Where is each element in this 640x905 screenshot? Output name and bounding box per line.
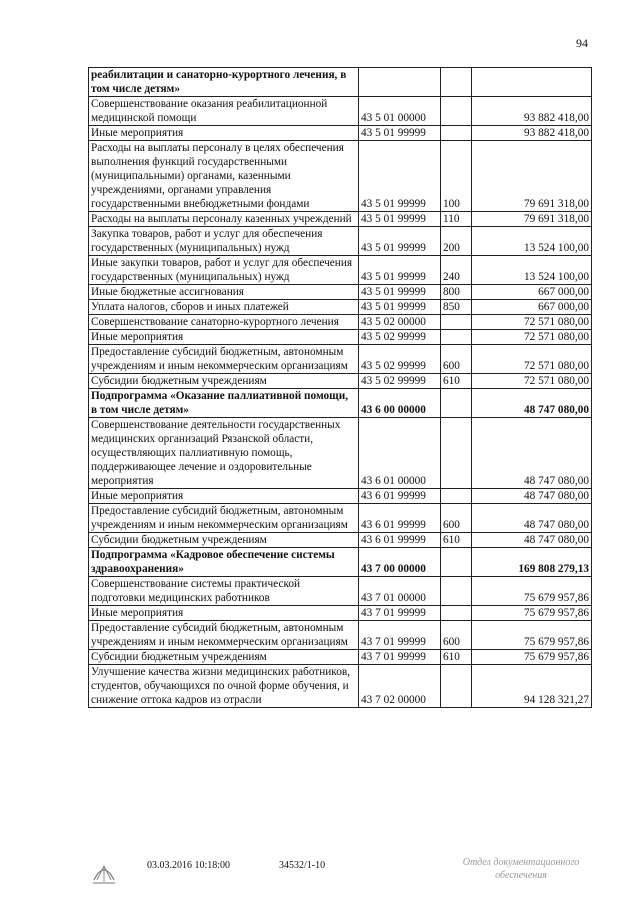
row-sum-cell: 75 679 957,86	[472, 606, 592, 621]
row-csr-cell: 43 5 02 99999	[359, 374, 441, 389]
row-sum-cell: 93 882 418,00	[472, 126, 592, 141]
row-name-cell: Иные мероприятия	[89, 606, 359, 621]
row-name-cell: Расходы на выплаты персоналу в целях обеспечения выполнения функций государственными (муниципальными) органами, казенными учреждениями, органами управления государственными внебюджетными фондами	[89, 141, 359, 212]
row-sum-cell: 75 679 957,86	[472, 621, 592, 650]
row-vr-cell	[441, 418, 472, 489]
table-row	[89, 489, 592, 504]
row-csr-cell: 43 5 01 99999	[359, 285, 441, 300]
row-sum-cell: 169 808 279,13	[472, 548, 592, 577]
row-vr-cell: 610	[441, 533, 472, 548]
row-csr-cell: 43 7 02 00000	[359, 665, 441, 708]
row-vr-cell	[441, 548, 472, 577]
table-row	[89, 504, 592, 533]
table-row	[89, 606, 592, 621]
row-vr-cell	[441, 665, 472, 708]
row-vr-cell	[441, 68, 472, 97]
table-row	[89, 418, 592, 489]
table-row	[89, 621, 592, 650]
row-sum-cell: 75 679 957,86	[472, 577, 592, 606]
budget-table	[88, 67, 592, 708]
row-csr-cell: 43 6 01 99999	[359, 489, 441, 504]
row-vr-cell: 610	[441, 374, 472, 389]
table-row	[89, 650, 592, 665]
row-csr-cell: 43 5 01 00000	[359, 97, 441, 126]
row-name-cell: Подпрограмма «Оказание паллиативной помощи, в том числе детям»	[89, 389, 359, 418]
table-row	[89, 315, 592, 330]
row-vr-cell	[441, 126, 472, 141]
row-vr-cell: 600	[441, 621, 472, 650]
footer-timestamp: 03.03.2016 10:18:00	[147, 860, 231, 871]
row-name-cell: Расходы на выплаты персоналу казенных учреждений	[89, 212, 359, 227]
row-vr-cell: 200	[441, 227, 472, 256]
row-vr-cell: 850	[441, 300, 472, 315]
row-csr-cell: 43 7 01 99999	[359, 621, 441, 650]
row-vr-cell: 110	[441, 212, 472, 227]
row-name-cell: Субсидии бюджетным учреждениям	[89, 650, 359, 665]
table-row	[89, 256, 592, 285]
row-sum-cell: 48 747 080,00	[472, 489, 592, 504]
row-csr-cell: 43 5 02 00000	[359, 315, 441, 330]
row-csr-cell	[359, 68, 441, 97]
row-sum-cell: 79 691 318,00	[472, 212, 592, 227]
row-name-cell: Иные мероприятия	[89, 489, 359, 504]
row-vr-cell	[441, 489, 472, 504]
table-row	[89, 374, 592, 389]
row-name-cell: Совершенствование санаторно-курортного лечения	[89, 315, 359, 330]
row-vr-cell	[441, 315, 472, 330]
table-row	[89, 330, 592, 345]
page-number: 94	[576, 36, 588, 50]
row-sum-cell: 72 571 080,00	[472, 330, 592, 345]
row-sum-cell: 79 691 318,00	[472, 141, 592, 212]
row-name-cell: Иные мероприятия	[89, 330, 359, 345]
row-name-cell: Иные бюджетные ассигнования	[89, 285, 359, 300]
row-csr-cell: 43 7 01 00000	[359, 577, 441, 606]
row-sum-cell: 13 524 100,00	[472, 256, 592, 285]
row-sum-cell: 48 747 080,00	[472, 389, 592, 418]
row-sum-cell: 13 524 100,00	[472, 227, 592, 256]
row-sum-cell: 94 128 321,27	[472, 665, 592, 708]
row-vr-cell: 240	[441, 256, 472, 285]
row-vr-cell	[441, 606, 472, 621]
row-csr-cell: 43 5 01 99999	[359, 141, 441, 212]
row-name-cell: Уплата налогов, сборов и иных платежей	[89, 300, 359, 315]
row-vr-cell: 800	[441, 285, 472, 300]
row-csr-cell: 43 5 01 99999	[359, 256, 441, 285]
row-name-cell: Иные мероприятия	[89, 126, 359, 141]
row-name-cell: Предоставление субсидий бюджетным, автономным учреждениям и иным некоммерческим организациям	[89, 621, 359, 650]
table-row	[89, 577, 592, 606]
row-vr-cell: 600	[441, 504, 472, 533]
row-sum-cell: 75 679 957,86	[472, 650, 592, 665]
row-name-cell: Субсидии бюджетным учреждениям	[89, 533, 359, 548]
row-csr-cell: 43 7 01 99999	[359, 606, 441, 621]
row-vr-cell	[441, 389, 472, 418]
footer	[0, 856, 640, 896]
row-name-cell: Совершенствование системы практической подготовки медицинских работников	[89, 577, 359, 606]
table-row	[89, 300, 592, 315]
row-sum-cell: 667 000,00	[472, 285, 592, 300]
row-sum-cell: 72 571 080,00	[472, 374, 592, 389]
row-name-cell: Совершенствование оказания реабилитационной медицинской помощи	[89, 97, 359, 126]
row-csr-cell: 43 5 02 99999	[359, 330, 441, 345]
row-name-cell: Иные закупки товаров, работ и услуг для обеспечения государственных (муниципальных) нужд	[89, 256, 359, 285]
coat-of-arms-logo	[88, 856, 120, 888]
row-csr-cell: 43 5 01 99999	[359, 126, 441, 141]
row-vr-cell: 100	[441, 141, 472, 212]
row-sum-cell: 48 747 080,00	[472, 533, 592, 548]
footer-doc-number: 34532/1-10	[279, 860, 326, 871]
row-vr-cell	[441, 97, 472, 126]
row-csr-cell: 43 5 02 99999	[359, 345, 441, 374]
footer-stamp: Отдел документационного обеспечения	[462, 857, 580, 881]
table-row	[89, 212, 592, 227]
row-name-cell: Совершенствование деятельности государственных медицинских организаций Рязанской области, осуществляющих паллиативную помощь, поддерживающее лечение и оздоровительные мероприятия	[89, 418, 359, 489]
row-csr-cell: 43 6 01 99999	[359, 533, 441, 548]
row-name-cell: Субсидии бюджетным учреждениям	[89, 374, 359, 389]
table-row	[89, 126, 592, 141]
row-vr-cell: 610	[441, 650, 472, 665]
row-name-cell: Улучшение качества жизни медицинских работников, студентов, обучающихся по очной форме обучения, и снижение оттока кадров из отрасли	[89, 665, 359, 708]
table-row	[89, 141, 592, 212]
table-row	[89, 389, 592, 418]
row-csr-cell: 43 7 00 00000	[359, 548, 441, 577]
row-sum-cell: 72 571 080,00	[472, 345, 592, 374]
row-csr-cell: 43 5 01 99999	[359, 212, 441, 227]
row-csr-cell: 43 5 01 99999	[359, 300, 441, 315]
row-csr-cell: 43 7 01 99999	[359, 650, 441, 665]
row-name-cell: Закупка товаров, работ и услуг для обеспечения государственных (муниципальных) нужд	[89, 227, 359, 256]
row-name-cell: Предоставление субсидий бюджетным, автономным учреждениям и иным некоммерческим организациям	[89, 345, 359, 374]
row-csr-cell: 43 6 01 99999	[359, 504, 441, 533]
table-row	[89, 665, 592, 708]
row-vr-cell	[441, 330, 472, 345]
table-row	[89, 533, 592, 548]
row-csr-cell: 43 5 01 99999	[359, 227, 441, 256]
table-row	[89, 227, 592, 256]
row-name-cell: Подпрограмма «Кадровое обеспечение системы здравоохранения»	[89, 548, 359, 577]
row-sum-cell: 72 571 080,00	[472, 315, 592, 330]
row-sum-cell: 93 882 418,00	[472, 97, 592, 126]
table-body	[89, 68, 592, 708]
table-row	[89, 345, 592, 374]
table-row	[89, 548, 592, 577]
row-sum-cell: 48 747 080,00	[472, 504, 592, 533]
row-sum-cell: 48 747 080,00	[472, 418, 592, 489]
row-name-cell: Предоставление субсидий бюджетным, автономным учреждениям и иным некоммерческим организациям	[89, 504, 359, 533]
row-sum-cell	[472, 68, 592, 97]
table-row	[89, 68, 592, 97]
row-sum-cell: 667 000,00	[472, 300, 592, 315]
row-csr-cell: 43 6 01 00000	[359, 418, 441, 489]
table-row	[89, 97, 592, 126]
table-row	[89, 285, 592, 300]
row-name-cell: реабилитации и санаторно-курортного лечения, в том числе детям»	[89, 68, 359, 97]
row-vr-cell	[441, 577, 472, 606]
row-csr-cell: 43 6 00 00000	[359, 389, 441, 418]
row-vr-cell: 600	[441, 345, 472, 374]
